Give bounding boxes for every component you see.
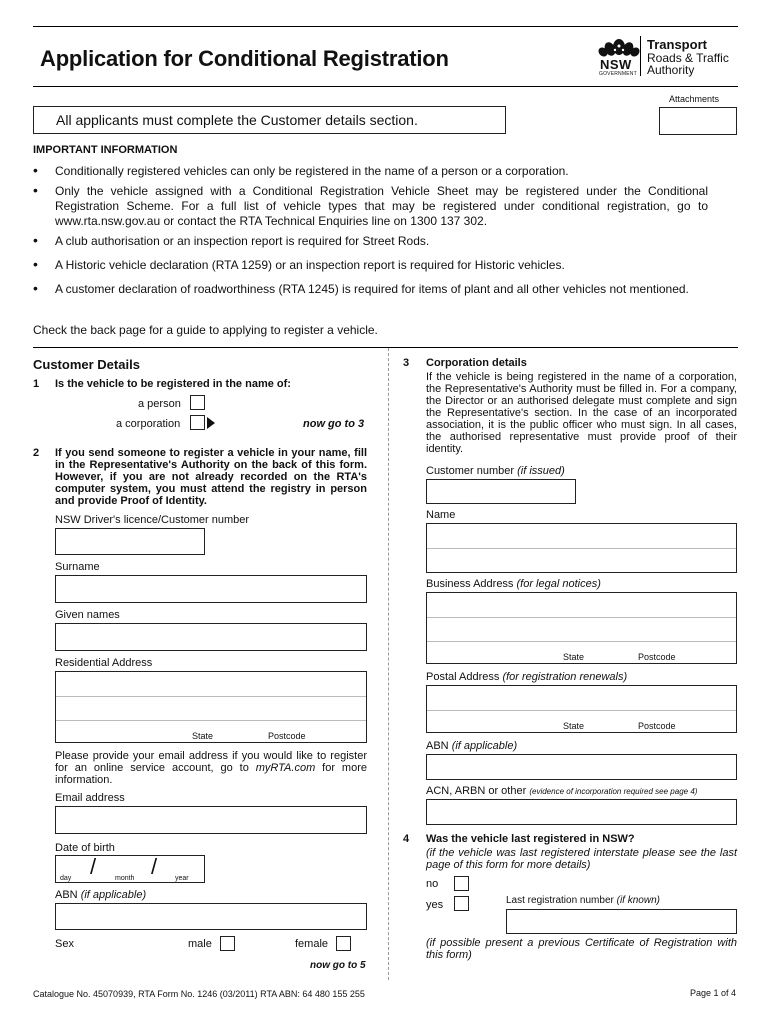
residential-address-label: Residential Address (55, 657, 153, 669)
bullet-1: • (33, 162, 38, 178)
go-to-5-label: now go to 5 (310, 960, 366, 971)
licence-input[interactable] (55, 528, 205, 555)
customer-number-label (426, 465, 565, 477)
business-address-label (426, 578, 601, 590)
business-state-label: State (563, 652, 585, 662)
q4-number: 4 (403, 833, 410, 845)
attachments-label: Attachments (669, 94, 720, 104)
dob-year-label: year (175, 875, 189, 882)
business-row-line (427, 617, 736, 618)
attachments-box[interactable] (659, 107, 737, 135)
female-label: female (295, 938, 329, 950)
no-label: no (426, 878, 439, 890)
yes-checkbox[interactable] (454, 896, 469, 911)
check-back-text: Check the back page for a guide to applying to register a vehicle. (33, 323, 378, 337)
important-heading: IMPORTANT INFORMATION (33, 144, 178, 156)
business-row-line (427, 641, 736, 642)
dob-day-label: day (60, 875, 72, 882)
banner (33, 106, 506, 134)
email-note (55, 750, 367, 786)
dob-label: Date of birth (55, 842, 115, 854)
acn-input[interactable] (426, 799, 737, 825)
postcode-label: Postcode (268, 731, 306, 741)
address-row-line (56, 696, 366, 697)
banner-text: All applicants must complete the Customer details section. (56, 112, 418, 128)
important-item-1: Conditionally registered vehicles can only be registered in the name of a person or a corporation. (55, 164, 569, 178)
last-reg-input[interactable] (506, 909, 737, 934)
important-item-4: A Historic vehicle declaration (RTA 1259) or an inspection report is required for Historic vehicles. (55, 258, 565, 272)
nsw-reg-hint: (if the vehicle was last registered interstate please see the last page of this form for more details) (426, 847, 737, 871)
address-row-line (56, 720, 366, 721)
abn-label (55, 889, 146, 901)
bullet-4: • (33, 256, 38, 272)
logo-roads-traffic: Roads & Traffic (647, 51, 729, 65)
acn-text: ACN, ARBN or other (426, 785, 527, 797)
abn-hint: (if applicable) (80, 889, 147, 901)
logo-transport: Transport (647, 37, 707, 52)
customer-number-text: Customer number (426, 465, 515, 477)
bullet-2: • (33, 182, 38, 198)
corp-abn-label (426, 740, 517, 752)
yes-label: yes (426, 899, 444, 911)
q3-number: 3 (403, 357, 410, 369)
corporation-label: a corporation (116, 418, 181, 430)
column-divider (388, 348, 389, 980)
section-rule (33, 347, 738, 348)
dob-separator: / (151, 854, 158, 879)
email-label: Email address (55, 792, 125, 804)
state-label: State (192, 731, 214, 741)
footer-catalogue: Catalogue No. 45070939, RTA Form No. 1246 (03/2011) RTA ABN: 64 480 155 255 (33, 989, 365, 999)
go-to-3-label: now go to 3 (303, 418, 365, 430)
email-input[interactable] (55, 806, 367, 834)
header-rule (33, 86, 738, 87)
bullet-3: • (33, 232, 38, 248)
certificate-note: (if possible present a previous Certificate of Registration with this form) (426, 937, 737, 961)
customer-number-hint: (if issued) (517, 465, 565, 477)
postal-state-label: State (563, 721, 585, 731)
q1-number: 1 (33, 378, 40, 390)
last-reg-hint: (if known) (616, 895, 660, 906)
q2-number: 2 (33, 447, 40, 459)
corp-abn-input[interactable] (426, 754, 737, 780)
corporation-name-input[interactable] (426, 523, 737, 573)
email-note-text-end: for more information. (55, 762, 367, 786)
abn-label-text: ABN (55, 889, 78, 901)
customer-heading: Customer Details (33, 357, 140, 372)
footer-page-number: Page 1 of 4 (690, 988, 737, 998)
last-reg-text: Last registration number (506, 895, 614, 906)
business-address-input[interactable] (426, 592, 737, 664)
q1-text: Is the vehicle to be registered in the name of: (55, 378, 291, 390)
postal-address-hint: (for registration renewals) (502, 671, 628, 683)
important-item-3: A club authorisation or an inspection report is required for Street Rods. (55, 234, 430, 248)
logo-authority: Authority (647, 63, 695, 77)
abn-input[interactable] (55, 903, 367, 930)
corp-abn-hint: (if applicable) (451, 740, 518, 752)
myrta-link[interactable]: myRTA.com (255, 762, 316, 774)
business-address-hint: (for legal notices) (516, 578, 601, 590)
logo-divider (640, 36, 641, 76)
postal-address-input[interactable] (426, 685, 737, 733)
person-checkbox[interactable] (190, 395, 205, 410)
male-checkbox[interactable] (220, 936, 235, 951)
customer-number-input[interactable] (426, 479, 576, 504)
important-item-5: A customer declaration of roadworthiness (RTA 1245) is required for items of plant and all other vehicles not mentioned. (55, 282, 689, 296)
given-names-label: Given names (55, 609, 120, 621)
business-postcode-label: Postcode (638, 652, 676, 662)
surname-label: Surname (55, 561, 100, 573)
name-label: Name (426, 509, 456, 521)
arrow-right-icon (207, 417, 215, 429)
corp-abn-text: ABN (426, 740, 449, 752)
postal-address-label (426, 671, 627, 683)
business-address-text: Business Address (426, 578, 514, 590)
postal-address-text: Postal Address (426, 671, 500, 683)
corporation-text: If the vehicle is being registered in the name of a corporation, the Representative's Authority must be filled in. For a company, the Director or an authorised delegate must complete and sign the Representative's section. In the case of an incorporated association, it is the public officer who must sign. In all cases, the authorised representative must provide proof of their identity. (426, 371, 737, 455)
surname-input[interactable] (55, 575, 367, 603)
acn-hint: (evidence of incorporation required see page 4) (529, 787, 698, 796)
nsw-reg-heading: Was the vehicle last registered in NSW? (426, 833, 635, 845)
email-note-text: Please provide your email address if you would like to register for an online service account, go to (55, 750, 367, 774)
postal-postcode-label: Postcode (638, 721, 676, 731)
sex-label: Sex (55, 938, 74, 950)
last-reg-label (506, 895, 660, 906)
male-label: male (188, 938, 212, 950)
corporation-heading: Corporation details (426, 357, 527, 369)
bullet-5: • (33, 280, 38, 296)
female-checkbox[interactable] (336, 936, 351, 951)
nsw-logo (598, 34, 640, 78)
dob-input[interactable] (55, 855, 205, 883)
licence-label: NSW Driver's licence/Customer number (55, 514, 250, 526)
residential-address-input[interactable] (55, 671, 367, 743)
postal-row-line (427, 710, 736, 711)
corporation-checkbox[interactable] (190, 415, 205, 430)
logo-nsw: NSW (600, 57, 632, 72)
acn-label (426, 785, 697, 797)
top-rule (33, 26, 738, 27)
q2-text: If you send someone to register a vehicle in your name, fill in the Representative's Authority on the back of this form. However, if you are not already recorded on the RTA's computer system, you must attend the registry in person and provide Proof of Identity. (55, 447, 367, 507)
dob-month-label: month (115, 875, 135, 882)
logo-government: GOVERNMENT (599, 71, 637, 77)
given-names-input[interactable] (55, 623, 367, 651)
dob-separator: / (90, 854, 97, 879)
no-checkbox[interactable] (454, 876, 469, 891)
important-item-2: Only the vehicle assigned with a Conditional Registration Vehicle Sheet may be registered under the Conditional Registration Scheme. For a full list of vehicle types that may be registered under conditional registration, go to www.rta.nsw.gov.au or contact the RTA Technical Enquiries line on 1300 137 302. (55, 184, 708, 228)
name-row-line (427, 548, 736, 549)
person-label: a person (138, 398, 181, 410)
page-title: Application for Conditional Registration (40, 46, 449, 71)
